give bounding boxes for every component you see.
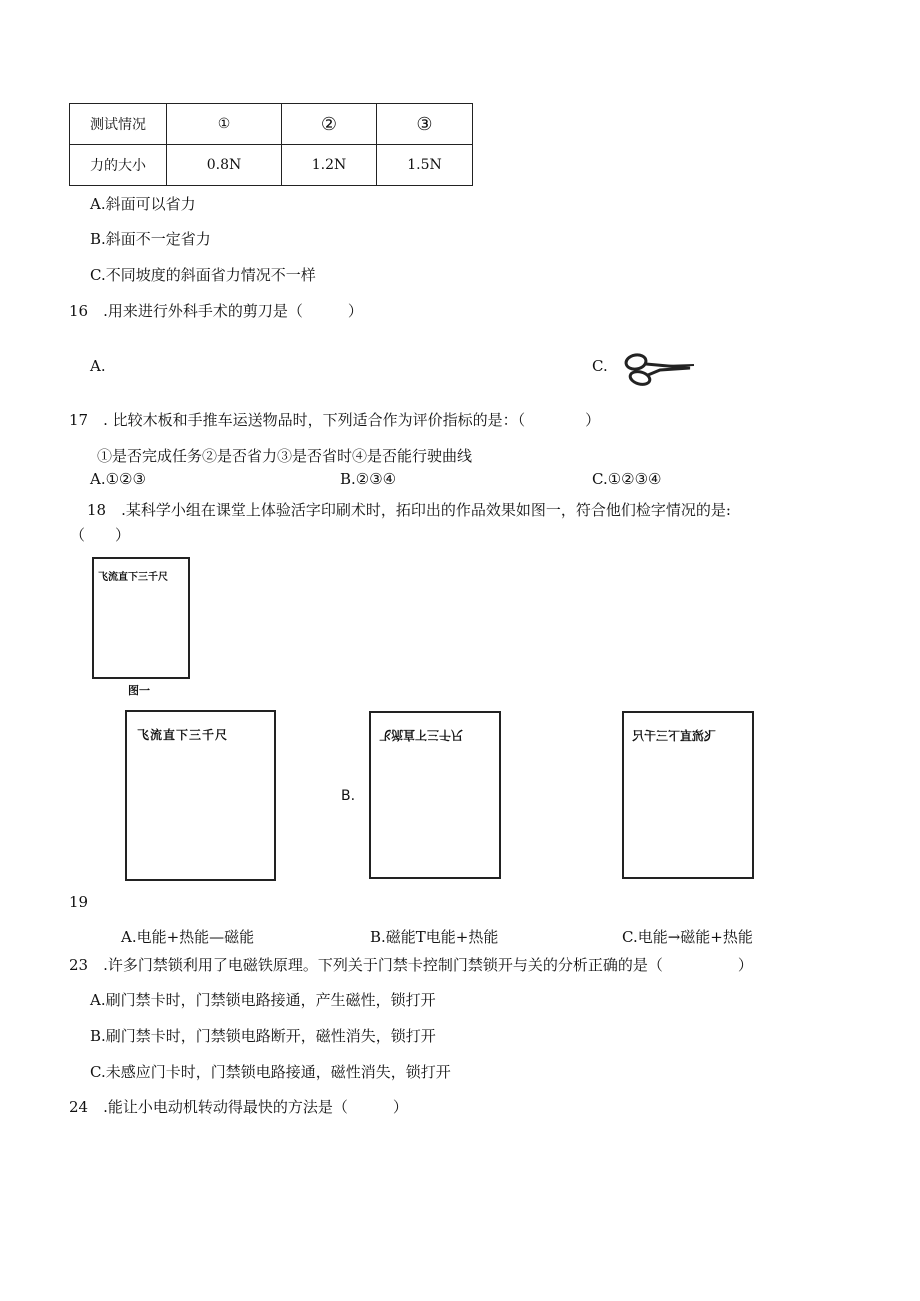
q18-option-b-label: B.: [341, 788, 356, 804]
q23-option-b: B.刷门禁卡时，门禁锁电路断开，磁性消失，锁打开: [90, 1027, 436, 1045]
q16-option-c: C.: [592, 357, 608, 375]
q17-stem: 17 . 比较木板和手推车运送物品时，下列适合作为评价指标的是：（ ）: [69, 411, 601, 429]
q19-option-a: A.电能+热能—磁能: [121, 928, 255, 946]
figure-1-text: 飞流直下三千尺: [98, 572, 168, 583]
q17-option-a: A.①②③: [90, 470, 146, 488]
table-header-cell: ②: [282, 104, 377, 145]
q17-option-c: C.①②③④: [592, 470, 662, 488]
q23-stem: 23 .许多门禁锁利用了电磁铁原理。下列关于门禁卡控制门禁锁开与关的分析正确的是（ ）: [69, 956, 753, 974]
q19-number: 19: [69, 893, 89, 911]
q19-option-c: C.电能→磁能+热能: [622, 928, 753, 946]
table-cell: 1.5N: [377, 145, 473, 186]
q17-option-b: B.②③④: [340, 470, 397, 488]
q16-option-a: A.: [90, 357, 106, 375]
q17-sub: ①是否完成任务②是否省力③是否省时④是否能行驶曲线: [97, 447, 473, 465]
figure-1-paper: [92, 557, 190, 679]
option-a-text: 飞流直下三千尺: [137, 728, 229, 742]
q18-option-a-paper: [125, 710, 276, 881]
table-cell: 0.8N: [167, 145, 282, 186]
table-header-cell: ③: [377, 104, 473, 145]
table-header-cell: ①: [167, 104, 282, 145]
q23-option-a: A.刷门禁卡时，门禁锁电路接通，产生磁性，锁打开: [90, 991, 436, 1009]
q24-stem: 24 .能让小电动机转动得最快的方法是（ ）: [69, 1098, 408, 1116]
q23-option-c: C.未感应门卡时，门禁锁电路接通，磁性消失，锁打开: [90, 1063, 451, 1081]
scissors-icon: [620, 350, 698, 390]
q15-option-a: A.斜面可以省力: [90, 195, 196, 213]
q16-stem: 16 .用来进行外科手术的剪刀是（ ）: [69, 302, 363, 320]
q18-stem: 18 .某科学小组在课堂上体验活字印刷术时，拓印出的作品效果如图一，符合他们检字情况的是:: [87, 501, 731, 519]
figure-1-caption: 图一: [128, 684, 150, 697]
table-header-cell: 测试情况: [70, 104, 167, 145]
q18-paren: （ ）: [70, 526, 131, 544]
q19-option-b: B.磁能T电能+热能: [370, 928, 499, 946]
table-cell: 力的大小: [70, 145, 167, 186]
q18-option-c-paper: [622, 711, 754, 879]
option-b-text: 飞流直下三千尺: [379, 728, 464, 742]
q18-option-b-paper: [369, 711, 501, 879]
q15-option-b: B.斜面不一定省力: [90, 230, 211, 248]
test-table: [69, 103, 473, 186]
table-cell: 1.2N: [282, 145, 377, 186]
q15-option-c: C.不同坡度的斜面省力情况不一样: [90, 266, 316, 284]
option-c-text: 飞流直下三千尺: [632, 729, 717, 743]
